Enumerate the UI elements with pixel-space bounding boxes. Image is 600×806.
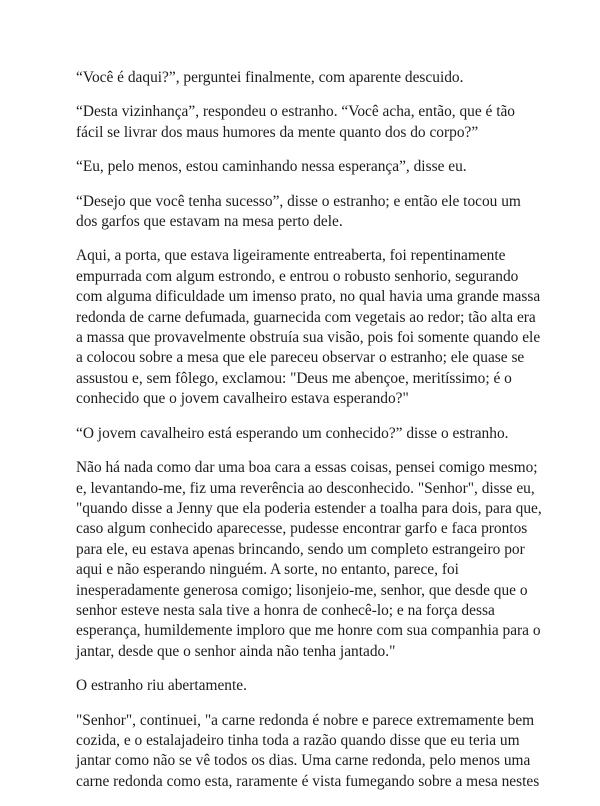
paragraph: "Senhor", continuei, "a carne redonda é nobre e parece extremamente bem cozida, e o estalajadeiro tinha toda a razão quando disse que eu teria um jantar como não se vê todos os dias. Uma carne redonda, pelo menos uma carne redonda como esta, raramente é vista fumegando sobre a mesa nestes [76, 711, 540, 790]
paragraph: O estranho riu abertamente. [76, 677, 247, 695]
paragraph: Não há nada como dar uma boa cara a essas coisas, pensei comigo mesmo; e, levantando-me, fiz uma reverência ao desconhecido. "Senhor", disse eu, "quando disse a Jenny que ela poderia estender a toalha para dois, para que, caso algum conhecido aparecesse, pudesse encontrar garfo e faca prontos para ele, eu estava apenas brincando, sendo um completo estrangeiro por aqui e não esperando ninguém. A sorte, no entanto, parece, foi inesperadamente generosa comigo; lisonjeio-me, senhor, que desde que o senhor esteve nesta sala tive a honra de conhecê-lo; e na força dessa esperança, humildemente imploro que me honre com sua companhia para o jantar, desde que o senhor ainda não tenha jantado." [76, 459, 542, 660]
paragraph: Aqui, a porta, que estava ligeiramente entreaberta, foi repentinamente empurrada com algum estrondo, e entrou o robusto senhorio, segurando com alguma dificuldade um imenso prato, no qual havia uma grande massa redonda de carne defumada, guarnecida com vegetais ao redor; tão alta era a massa que provavelmente obstruía sua visão, pois foi somente quando ele a colocou sobre a mesa que ele pareceu observar o estranho; ele quase se assustou e, sem fôlego, exclamou: "Deus me abençoe, meritíssimo; é o conhecido que o jovem cavalheiro estava esperando?" [76, 247, 541, 408]
paragraph: “Você é daqui?”, perguntei finalmente, com aparente descuido. [76, 69, 464, 86]
paragraph: “O jovem cavalheiro está esperando um conhecido?” disse o estranho. [76, 424, 509, 442]
paragraph: “Desejo que você tenha sucesso”, disse o estranho; e então ele tocou um dos garfos que estavam na mesa perto dele. [76, 192, 521, 231]
paragraph: “Desta vizinhança”, respondeu o estranho. “Você acha, então, que é tão fácil se livrar dos maus humores da mente quanto dos do corpo?” [76, 103, 516, 141]
paragraph: “Eu, pelo menos, estou caminhando nessa esperança”, disse eu. [76, 158, 467, 176]
body-text [76, 68, 544, 806]
